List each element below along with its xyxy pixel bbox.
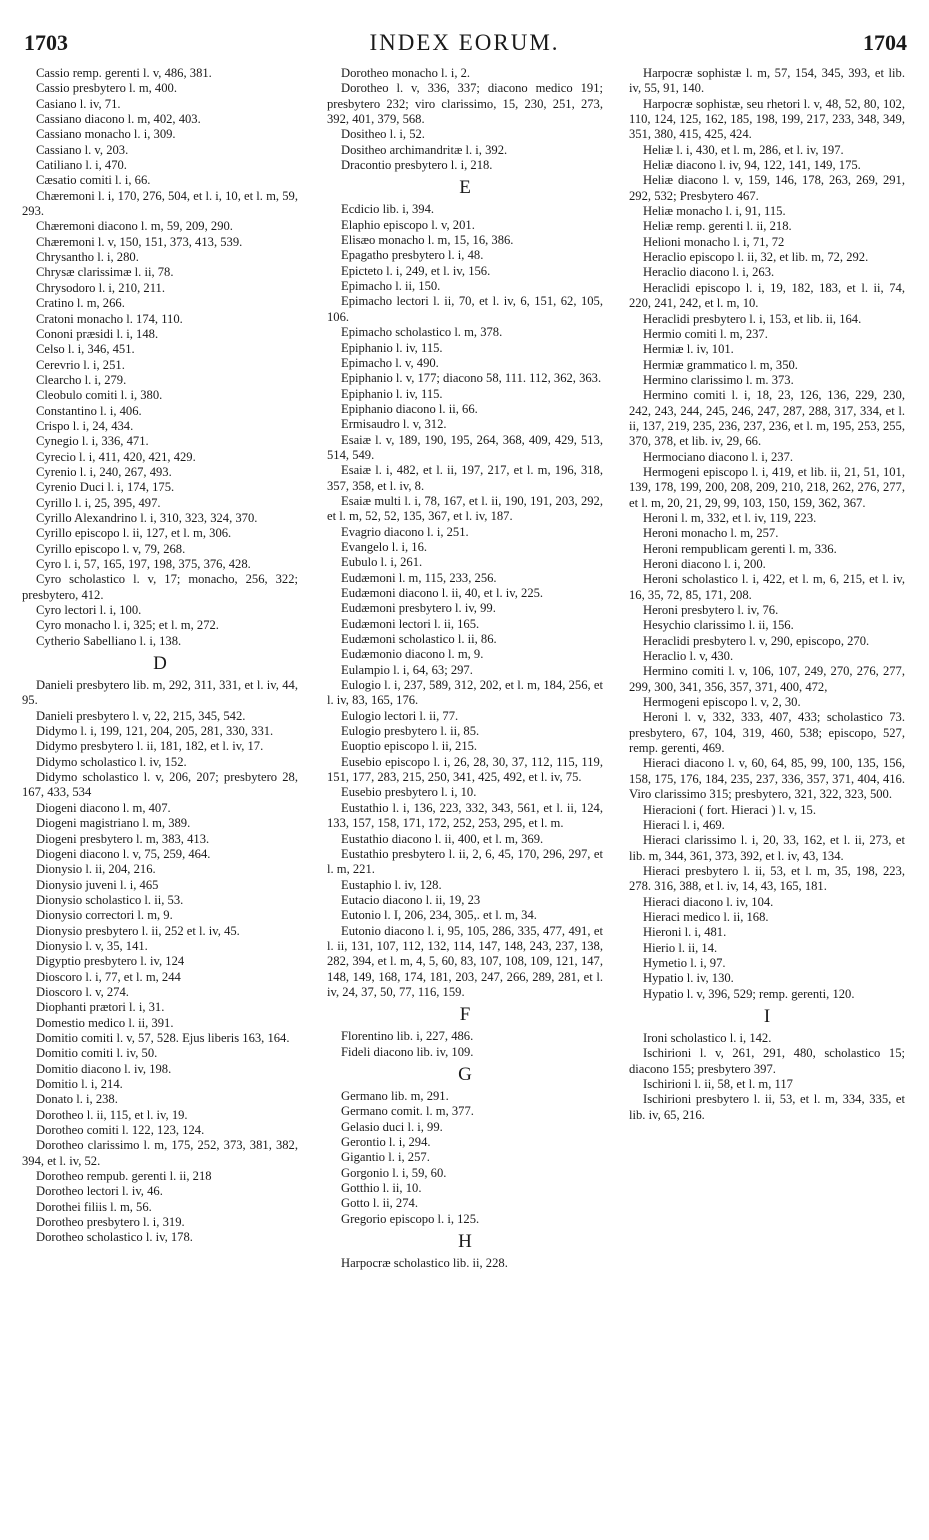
- index-entry: Hermino comiti l. i, 18, 23, 126, 136, 229, 230, 242, 243, 244, 245, 246, 247, 287, 288, 317, 334, et l. ii, 137, 219, 235, 236, 237, 236, et l. m, 195, 253, 255, 370, 378, et lib. iv, 29, 66.: [629, 388, 905, 449]
- index-entry: Hieraci clarissimo l. i, 20, 33, 162, et l. ii, 273, et lib. m, 344, 361, 373, 392, et l. iv, 43, 134.: [629, 833, 905, 863]
- index-entry: Heraclio l. v, 430.: [643, 649, 734, 664]
- index-entry: Heliæ diacono l. iv, 94, 122, 141, 149, 175.: [643, 158, 861, 173]
- index-entry: Gigantio l. i, 257.: [341, 1150, 430, 1165]
- index-entry: Dositheo archimandritæ l. i, 392.: [341, 142, 508, 157]
- index-entry: Eudæmoni lectori l. ii, 165.: [341, 616, 480, 631]
- index-entry: Gregorio episcopo l. i, 125.: [341, 1211, 480, 1226]
- index-entry: Epiphanio diacono l. ii, 66.: [341, 401, 478, 416]
- index-entry: Harpocræ sophistæ l. m, 57, 154, 345, 393, et lib. iv, 55, 91, 140.: [629, 66, 905, 96]
- index-entry: Esaiæ l. i, 482, et l. ii, 197, 217, et l. m, 196, 318, 357, 358, et l. iv, 8.: [327, 463, 603, 493]
- index-entry: Heroni scholastico l. i, 422, et l. m, 6, 215, et l. iv, 16, 35, 72, 85, 171, 208.: [629, 572, 905, 602]
- index-entry: Didymo l. i, 199, 121, 204, 205, 281, 330, 331.: [36, 724, 274, 739]
- index-entry: Cassiano diacono l. m, 402, 403.: [36, 112, 201, 127]
- index-entry: Dorotheo rempub. gerenti l. ii, 218: [36, 1169, 212, 1184]
- index-entry: Dorotheo presbytero l. i, 319.: [36, 1215, 185, 1230]
- index-entry: Eutonio diacono l. i, 95, 105, 286, 335, 477, 491, et l. ii, 131, 107, 112, 132, 114, 147, 148, 243, 237, 138, 282, 394, et l. m, 4, 5, 60, 83, 107, 108, 109, 121, 147, 148, 149, 168, 174, 181, 203, 247, 266, 289, 281, et l. iv, 24, 37, 50, 77, 116, 159.: [327, 923, 603, 999]
- index-entry: Epimacho l. v, 490.: [341, 355, 439, 370]
- index-entry: Donato l. i, 238.: [36, 1092, 118, 1107]
- index-entry: Hermiæ l. iv, 101.: [643, 342, 734, 357]
- index-entry: Hypatio l. iv, 130.: [643, 971, 734, 986]
- index-entry: Ecdicio lib. i, 394.: [341, 202, 435, 217]
- index-entry: Eulogio presbytero l. ii, 85.: [341, 724, 480, 739]
- index-entry: Heraclidi presbytero l. v, 290, episcopo, 270.: [643, 633, 870, 648]
- index-entry: Cytherio Sabelliano l. i, 138.: [36, 633, 182, 648]
- section-letter: F: [459, 1004, 471, 1026]
- index-entry: Heroni diacono l. i, 200.: [643, 557, 766, 571]
- index-entry: Domitio diacono l. iv, 198.: [36, 1061, 172, 1076]
- index-entry: Heraclio diacono l. i, 263.: [643, 265, 775, 280]
- index-entry: Florentino lib. i, 227, 486.: [341, 1029, 474, 1044]
- index-entry: Hieraci l. i, 469.: [643, 817, 725, 832]
- index-entry: Hermino comiti l. v, 106, 107, 249, 270, 276, 277, 299, 300, 341, 356, 357, 371, 400, 472,: [629, 664, 905, 694]
- index-entry: Heroni l. m, 332, et l. iv, 119, 223.: [643, 510, 817, 525]
- index-entry: Diogeni presbytero l. m, 383, 413.: [36, 831, 210, 846]
- index-entry: Cerevrio l. i, 251.: [36, 357, 125, 372]
- index-entry: Hermino clarissimo l. m. 373.: [643, 372, 794, 387]
- index-entry: Cassiano monacho l. i, 309.: [36, 127, 176, 142]
- index-entry: Evagrio diacono l. i, 251.: [341, 524, 469, 539]
- index-entry: Elisæo monacho l. m, 15, 16, 386.: [341, 233, 514, 248]
- index-entry: Eustathio diacono l. ii, 400, et l. m, 369.: [341, 831, 544, 846]
- index-entry: Heliæ remp. gerenti l. ii, 218.: [643, 219, 792, 234]
- index-column-left: [22, 66, 298, 1246]
- index-entry: Gotthio l. ii, 10.: [341, 1181, 422, 1196]
- index-entry: Chæremoni diacono l. m, 59, 209, 290.: [36, 219, 233, 234]
- index-entry: Catiliano l. i, 470.: [36, 158, 127, 173]
- index-entry: Hypatio l. v, 396, 529; remp. gerenti, 120.: [643, 986, 855, 1001]
- index-entry: Domestio medico l. ii, 391.: [36, 1015, 174, 1030]
- page-title: INDEX EORUM.: [369, 30, 560, 55]
- index-entry: Chæremoni l. v, 150, 151, 373, 413, 539.: [36, 234, 243, 249]
- index-entry: Ermisaudro l. v, 312.: [341, 417, 447, 432]
- index-entry: Danieli presbytero lib. m, 292, 311, 331, et l. iv, 44, 95.: [22, 678, 298, 708]
- index-entry: Hieracioni ( fort. Hieraci ) l. v, 15.: [643, 802, 816, 817]
- index-entry: Eutonio l. I, 206, 234, 305,. et l. m, 34.: [341, 908, 537, 923]
- index-entry: Dionysio presbytero l. ii, 252 et l. iv, 45.: [36, 923, 240, 938]
- index-entry: Heraclidi episcopo l. i, 19, 182, 183, et l. ii, 74, 220, 241, 242, et l. m, 10.: [629, 280, 905, 311]
- index-entry: Cassiano l. v, 203.: [36, 142, 129, 157]
- index-entry: Chæremoni l. i, 170, 276, 504, et l. i, 10, et l. m, 59, 293.: [22, 188, 298, 219]
- index-entry: Cleobulo comiti l. i, 380.: [36, 388, 163, 403]
- index-entry: Dorothei filiis l. m, 56.: [36, 1199, 152, 1214]
- index-entry: Heliæ l. i, 430, et l. m, 286, et l. iv, 197.: [643, 142, 844, 157]
- index-entry: Didymo presbytero l. ii, 181, 182, et l. iv, 17.: [36, 739, 264, 754]
- section-letter: E: [459, 177, 471, 199]
- index-entry: Cæsatio comiti l. i, 66.: [36, 173, 151, 188]
- index-entry: Dorotheo monacho l. i, 2.: [341, 66, 471, 80]
- index-entry: Dorotheo l. v, 336, 337; diacono medico 191; presbytero 232; viro clarissimo, 15, 230, 251, 273, 392, 401, 379, 568.: [327, 81, 603, 127]
- index-entry: Dorotheo scholastico l. iv, 178.: [36, 1230, 193, 1245]
- index-entry: Hesychio clarissimo l. ii, 156.: [643, 618, 794, 633]
- index-entry: Diogeni diacono l. v, 75, 259, 464.: [36, 846, 211, 861]
- index-entry: Hieraci presbytero l. ii, 53, et l. m, 35, 198, 223, 278. 316, 388, et l. iv, 14, 43, 165, 181.: [629, 863, 905, 894]
- index-entry: Diogeni magistriano l. m, 389.: [36, 816, 191, 831]
- index-entry: Heraclio episcopo l. ii, 32, et lib. m, 72, 292.: [643, 250, 869, 265]
- index-entry: Dioscoro l. i, 77, et l. m, 244: [36, 969, 181, 984]
- index-entry: Cyrenio l. i, 240, 267, 493.: [36, 464, 172, 479]
- index-entry: Cratoni monacho l. 174, 110.: [36, 311, 183, 326]
- index-entry: Fideli diacono lib. iv, 109.: [341, 1044, 474, 1059]
- index-entry: Hermio comiti l. m, 237.: [643, 326, 768, 341]
- index-entry: Eudæmonio diacono l. m, 9.: [341, 647, 484, 662]
- index-entry: Eusebio episcopo l. i, 26, 28, 30, 37, 112, 115, 119, 151, 177, 283, 215, 250, 341, 425, 492, et l. iv, 75.: [327, 754, 603, 785]
- index-entry: Epiphanio l. v, 177; diacono 58, 111. 112, 362, 363.: [341, 371, 602, 386]
- index-entry: Helioni monacho l. i, 71, 72: [643, 234, 785, 249]
- index-entry: Cyrillo episcopo l. v, 79, 268.: [36, 541, 186, 556]
- index-entry: Cyro monacho l. i, 325; et l. m, 272.: [36, 618, 219, 633]
- index-entry: Gorgonio l. i, 59, 60.: [341, 1165, 447, 1180]
- section-letter: H: [458, 1231, 472, 1253]
- index-entry: Heroni monacho l. m, 257.: [643, 526, 779, 541]
- index-entry: Chrysantho l. i, 280.: [36, 250, 139, 265]
- index-entry: Cassio presbytero l. m, 400.: [36, 81, 177, 96]
- index-entry: Dionysio l. v, 35, 141.: [36, 938, 148, 953]
- index-entry: Ischirioni presbytero l. ii, 53, et l. m, 334, 335, et lib. iv, 65, 216.: [629, 1092, 905, 1122]
- index-entry: Epimacho l. ii, 150.: [341, 279, 441, 294]
- index-entry: Cassio remp. gerenti l. v, 486, 381.: [36, 66, 212, 80]
- index-entry: Digyptio presbytero l. iv, 124: [36, 954, 185, 969]
- index-entry: Heliæ diacono l. v, 159, 146, 178, 263, 269, 291, 292, 532; Presbytero 467.: [629, 173, 905, 203]
- index-entry: Didymo scholastico l. iv, 152.: [36, 754, 187, 769]
- index-entry: Gelasio duci l. i, 99.: [341, 1119, 443, 1134]
- index-entry: Hermogeni episcopo l. i, 419, et lib. ii, 21, 51, 101, 139, 178, 199, 200, 208, 209, 210, 218, 262, 276, 277, et l. m, 20, 21, 29, 99, 103, 150, 159, 362, 367.: [629, 464, 905, 510]
- index-entry: Dorotheo l. ii, 115, et l. iv, 19.: [36, 1107, 188, 1122]
- index-entry: Cynegio l. i, 336, 471.: [36, 434, 149, 449]
- index-entry: Gotto l. ii, 274.: [341, 1196, 418, 1211]
- index-entry: Chrysæ clarissimæ l. ii, 78.: [36, 265, 174, 280]
- index-entry: Epiphanio l. iv, 115.: [341, 340, 443, 355]
- index-entry: Eustaphio l. iv, 128.: [341, 877, 442, 892]
- index-entry: Dionysio correctori l. m, 9.: [36, 908, 173, 923]
- index-entry: Hieraci diacono l. iv, 104.: [643, 894, 774, 909]
- index-entry: Esaiæ multi l. i, 78, 167, et l. ii, 190, 191, 203, 292, et l. m, 52, 52, 135, 367, et l. iv, 187.: [327, 493, 603, 524]
- index-entry: Eudæmoni diacono l. ii, 40, et l. iv, 225.: [341, 586, 544, 600]
- index-entry: Eudæmoni presbytero l. iv, 99.: [341, 601, 496, 616]
- index-entry: Celso l. i, 346, 451.: [36, 342, 135, 357]
- index-entry: Dorotheo comiti l. 122, 123, 124.: [36, 1123, 205, 1138]
- index-entry: Dracontio presbytero l. i, 218.: [341, 158, 493, 173]
- index-entry: Harpocræ scholastico lib. ii, 228.: [341, 1256, 508, 1271]
- section-letter: I: [763, 1005, 771, 1027]
- index-entry: Cyrecio l. i, 411, 420, 421, 429.: [36, 449, 196, 464]
- page-header: [0, 30, 929, 60]
- index-column-right: [629, 66, 905, 1123]
- index-entry: Ischirioni l. v, 261, 291, 480, scholastico 15; diacono 155; presbytero 397.: [629, 1046, 905, 1076]
- index-entry: Cratino l. m, 266.: [36, 296, 125, 311]
- index-entry: Euoptio episcopo l. ii, 215.: [341, 739, 478, 754]
- index-entry: Diophanti prætori l. i, 31.: [36, 1000, 165, 1015]
- index-entry: Cononi præsidi l. i, 148.: [36, 326, 159, 341]
- index-entry: Hieraci diacono l. v, 60, 64, 85, 99, 100, 135, 156, 158, 175, 176, 184, 235, 237, 336, 357, 371, 404, 416. Viro clarissimo 315; presbytero, 321, 322, 323, 500.: [629, 756, 905, 802]
- index-entry: Evangelo l. i, 16.: [341, 539, 428, 554]
- index-entry: Hierio l. ii, 14.: [643, 940, 718, 955]
- index-entry: Crispo l. i, 24, 434.: [36, 418, 134, 433]
- index-entry: Epiphanio l. iv, 115.: [341, 386, 443, 401]
- index-entry: Eudæmoni l. m, 115, 233, 256.: [341, 570, 497, 585]
- index-entry: Ischirioni l. ii, 58, et l. m, 117: [643, 1077, 793, 1091]
- index-entry: Cyro l. i, 57, 165, 197, 198, 375, 376, 428.: [36, 557, 251, 571]
- index-entry: Epagatho presbytero l. i, 48.: [341, 248, 484, 263]
- index-entry: Harpocræ sophistæ, seu rhetori l. v, 48, 52, 80, 102, 110, 124, 125, 162, 185, 198, 199, 217, 233, 348, 349, 351, 380, 415, 425, 424.: [629, 96, 905, 142]
- index-entry: Germano comit. l. m, 377.: [341, 1104, 474, 1119]
- index-entry: Eustathio presbytero l. ii, 2, 6, 45, 170, 296, 297, et l. m, 221.: [327, 846, 603, 877]
- index-entry: Eudæmoni scholastico l. ii, 86.: [341, 632, 497, 647]
- index-entry: Hieroni l. i, 481.: [643, 925, 727, 940]
- index-entry: Esaiæ l. v, 189, 190, 195, 264, 368, 409, 429, 513, 514, 549.: [327, 432, 603, 462]
- index-entry: Cyrillo Alexandrino l. i, 310, 323, 324, 370.: [36, 510, 258, 525]
- index-entry: Hermogeni episcopo l. v, 2, 30.: [643, 695, 801, 710]
- index-entry: Heroni rempublicam gerenti l. m, 336.: [643, 541, 837, 556]
- page-number-left: 1703: [24, 30, 68, 55]
- index-entry: Heroni presbytero l. iv, 76.: [643, 603, 779, 618]
- index-entry: Eubulo l. i, 261.: [341, 555, 423, 570]
- index-entry: Eulogio l. i, 237, 589, 312, 202, et l. m, 184, 256, et l. iv, 83, 165, 176.: [327, 678, 603, 708]
- index-entry: Constantino l. i, 406.: [36, 403, 142, 418]
- index-entry: Domitio comiti l. v, 57, 528. Ejus liberis 163, 164.: [36, 1030, 290, 1045]
- index-entry: Dorotheo lectori l. iv, 46.: [36, 1184, 163, 1199]
- index-entry: Epimacho lectori l. ii, 70, et l. iv, 6, 151, 62, 105, 106.: [327, 294, 603, 324]
- index-entry: Dionysio juveni l. i, 465: [36, 877, 159, 892]
- index-entry: Clearcho l. i, 279.: [36, 372, 127, 387]
- index-entry: Cyro scholastico l. v, 17; monacho, 256, 322; presbytero, 412.: [22, 572, 298, 602]
- index-entry: Diogeni diacono l. m, 407.: [36, 800, 171, 815]
- index-entry: Gerontio l. i, 294.: [341, 1135, 431, 1149]
- index-column-middle: [327, 66, 603, 1271]
- section-letter: G: [458, 1063, 472, 1085]
- index-entry: Heraclidi presbytero l. i, 153, et lib. ii, 164.: [643, 311, 862, 326]
- index-entry: Elaphio episcopo l. v, 201.: [341, 217, 475, 232]
- index-entry: Eusebio presbytero l. i, 10.: [341, 785, 477, 800]
- index-entry: Domitio comiti l. iv, 50.: [36, 1046, 158, 1061]
- index-entry: Casiano l. iv, 71.: [36, 96, 121, 111]
- index-entry: Epimacho scholastico l. m, 378.: [341, 325, 503, 340]
- index-entry: Hieraci medico l. ii, 168.: [643, 909, 769, 924]
- index-entry: Dionysio scholastico l. ii, 53.: [36, 892, 184, 907]
- index-entry: Cyrillo l. i, 25, 395, 497.: [36, 495, 161, 510]
- index-entry: Danieli presbytero l. v, 22, 215, 345, 542.: [36, 708, 246, 723]
- index-entry: Eutacio diacono l. ii, 19, 23: [341, 892, 481, 907]
- index-entry: Ironi scholastico l. i, 142.: [643, 1030, 772, 1045]
- index-entry: Eulampio l. i, 64, 63; 297.: [341, 662, 473, 677]
- index-entry: Didymo scholastico l. v, 206, 207; presbytero 28, 167, 433, 534: [22, 770, 298, 800]
- index-entry: Heroni l. v, 332, 333, 407, 433; scholastico 73. presbytero, 67, 104, 319, 460, 538; episcopo, 527, remp. gerenti, 469.: [629, 710, 905, 756]
- index-entry: Germano lib. m, 291.: [341, 1088, 449, 1103]
- index-entry: Epicteto l. i, 249, et l. iv, 156.: [341, 263, 491, 278]
- index-entry: Cyrenio Duci l. i, 174, 175.: [36, 480, 175, 495]
- index-entry: Cyrillo episcopo l. ii, 127, et l. m, 306.: [36, 526, 232, 541]
- index-entry: Eustathio l. i, 136, 223, 332, 343, 561, et l. ii, 124, 133, 157, 158, 171, 172, 252, 253, 295, et l. m.: [327, 800, 603, 831]
- index-entry: Chrysodoro l. i, 210, 211.: [36, 280, 165, 295]
- index-entry: Domitio l. i, 214.: [36, 1077, 123, 1091]
- index-entry: Dioscoro l. v, 274.: [36, 984, 129, 999]
- index-entry: Hermociano diacono l. i, 237.: [643, 449, 794, 464]
- index-entry: Dionysio l. ii, 204, 216.: [36, 862, 156, 877]
- index-entry: Dorotheo clarissimo l. m, 175, 252, 373, 381, 382, 394, et l. iv, 52.: [22, 1138, 298, 1168]
- index-entry: Hymetio l. i, 97.: [643, 955, 726, 970]
- index-entry: Dositheo l. i, 52.: [341, 127, 425, 142]
- index-entry: Heliæ monacho l. i, 91, 115.: [643, 204, 786, 219]
- index-entry: Eulogio lectori l. ii, 77.: [341, 708, 459, 723]
- page-number-right: 1704: [863, 30, 907, 55]
- section-letter: D: [153, 653, 167, 675]
- index-entry: Hermiæ grammatico l. m, 350.: [643, 357, 798, 372]
- index-entry: Cyro lectori l. i, 100.: [36, 603, 142, 618]
